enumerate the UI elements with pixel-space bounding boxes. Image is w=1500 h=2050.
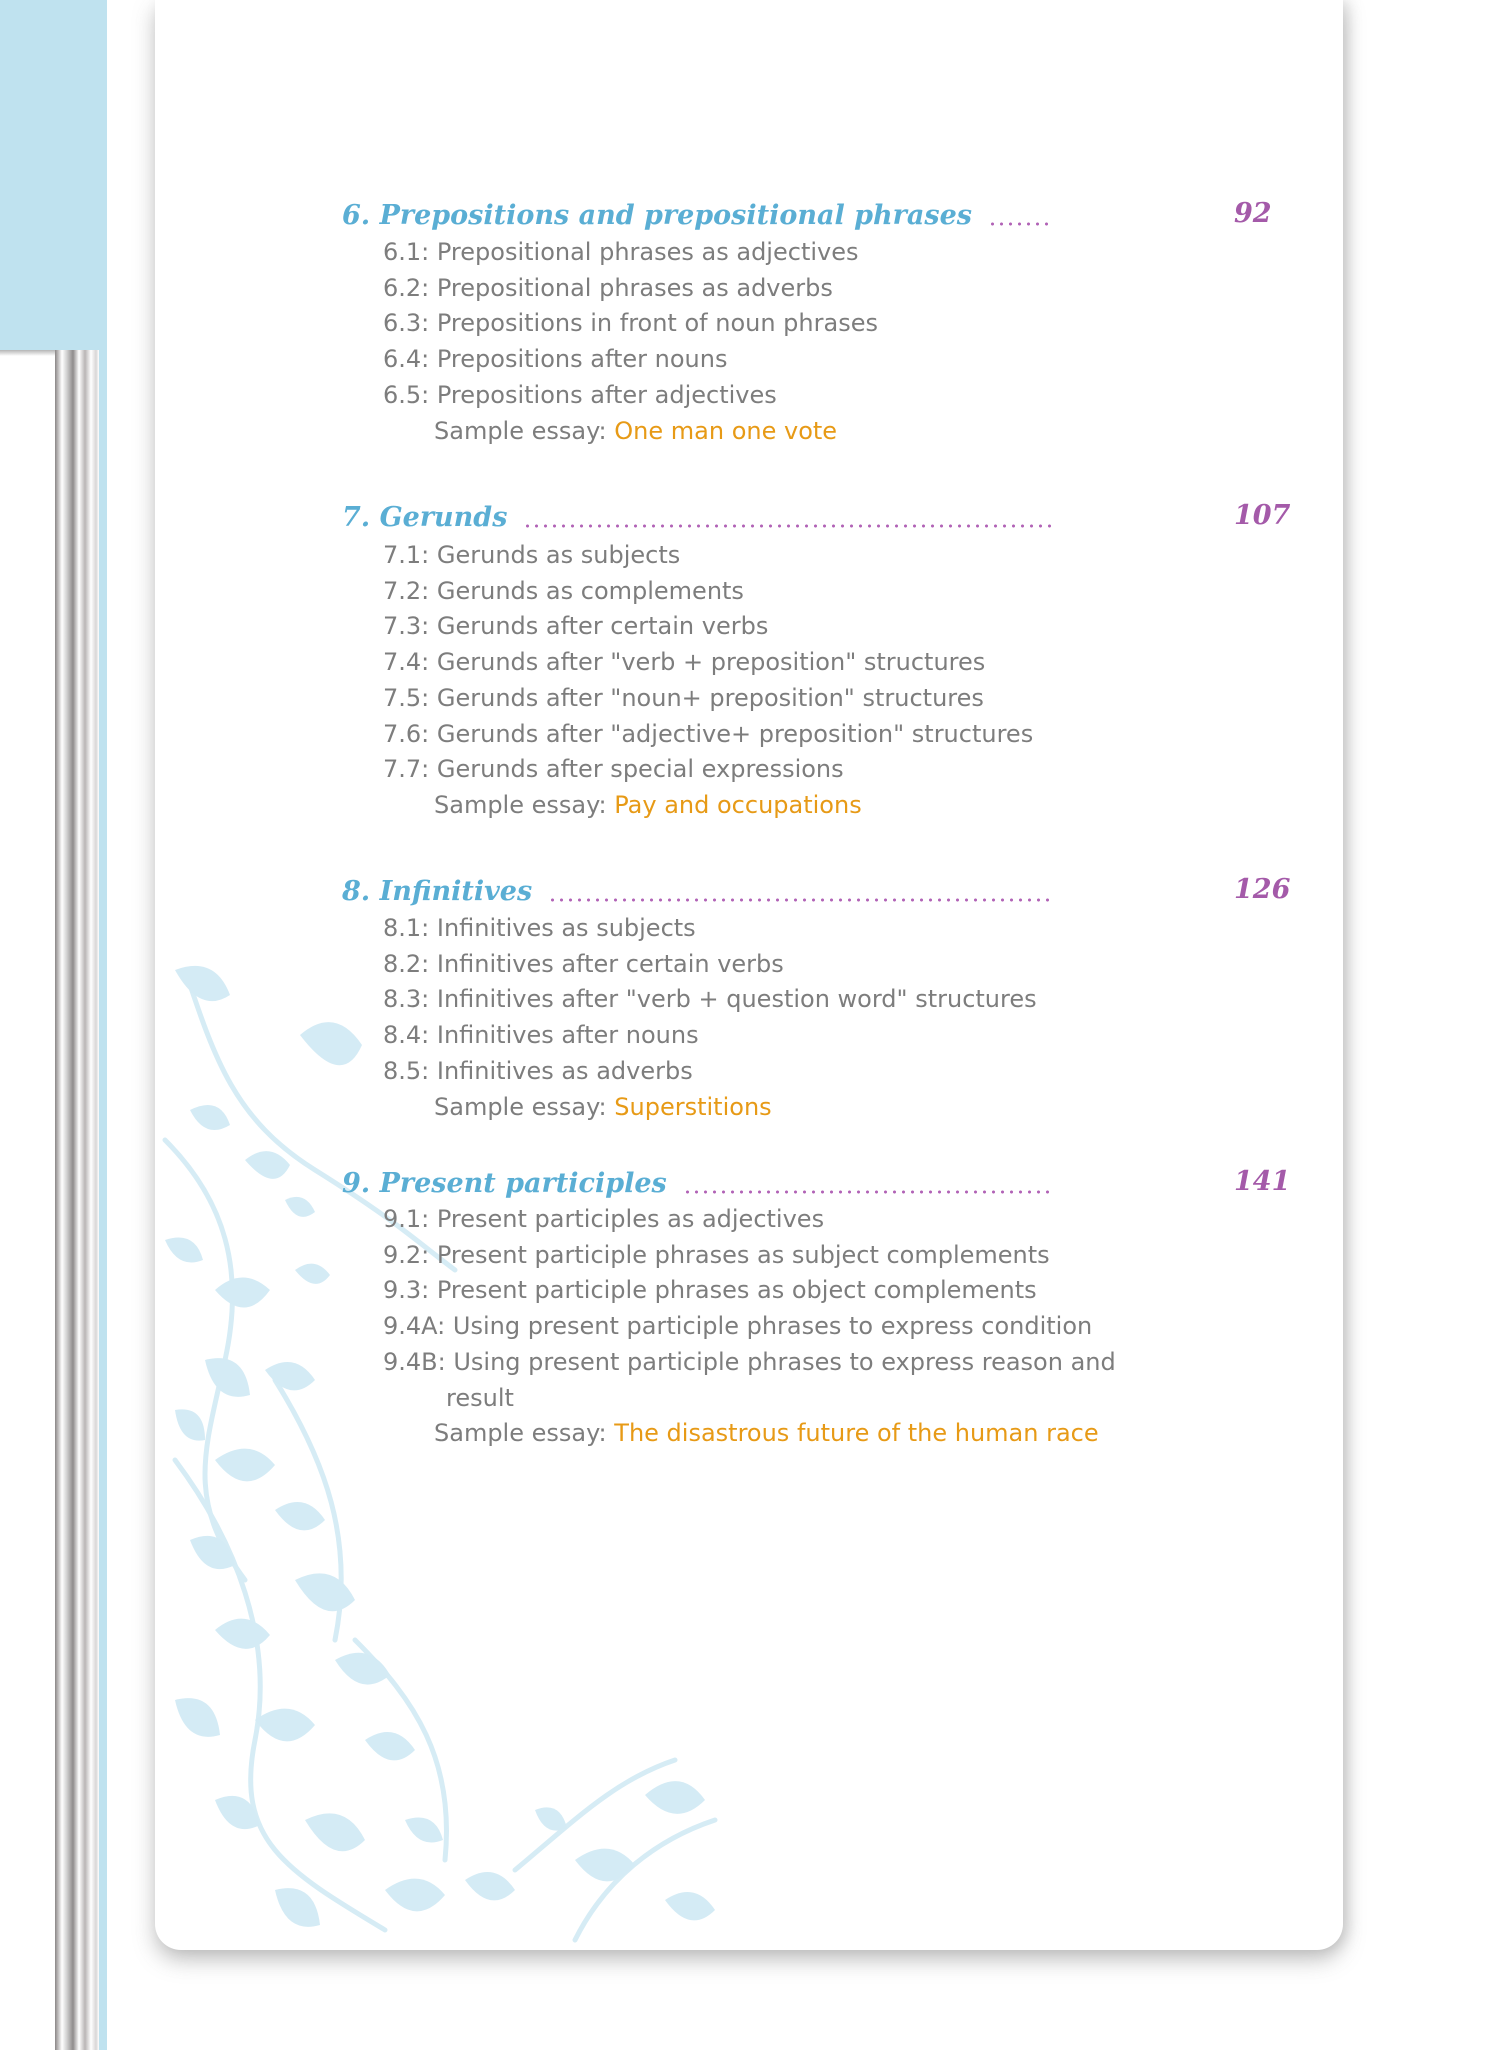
leader-dots [548, 898, 1053, 902]
toc-item[interactable]: 7.2: Gerunds as complements [383, 576, 744, 605]
chapter-heading[interactable] [342, 494, 1343, 538]
sample-essay-title[interactable]: Pay and occupations [614, 790, 862, 819]
toc-item[interactable]: 7.7: Gerunds after special expressions [383, 755, 844, 784]
sample-essay-line[interactable] [434, 788, 862, 822]
toc-item[interactable]: 8.2: Infinitives after certain verbs [383, 949, 784, 978]
chapter-title: 8. Infinitives [342, 876, 533, 907]
leader-dots [683, 1190, 1053, 1194]
toc-item[interactable]: 7.3: Gerunds after certain verbs [383, 612, 769, 641]
chapter-page-number: 141 [1234, 1166, 1291, 1197]
toc-item[interactable]: 9.1: Present participles as adjectives [383, 1205, 825, 1233]
sample-essay-label: Sample essay: [434, 416, 615, 445]
toc-item[interactable]: 6.4: Prepositions after nouns [383, 345, 728, 374]
table-of-contents [155, 0, 1343, 1950]
toc-item[interactable]: 7.1: Gerunds as subjects [383, 541, 681, 569]
toc-item[interactable]: 7.6: Gerunds after "adjective+ preposition" structures [383, 719, 1034, 748]
toc-item[interactable]: 9.3: Present participle phrases as object complements [383, 1276, 1037, 1305]
sample-essay-label: Sample essay: [434, 1092, 615, 1121]
chapter-title: 6. Prepositions and prepositional phrases [342, 200, 972, 231]
toc-item[interactable]: 8.4: Infinitives after nouns [383, 1021, 699, 1050]
toc-item[interactable]: 9.4B: Using present participle phrases to express reason and [383, 1347, 1116, 1376]
sample-essay-line[interactable] [434, 1416, 1099, 1450]
sample-essay-label: Sample essay: [434, 790, 615, 819]
chapter-heading[interactable] [342, 1160, 1343, 1204]
sample-essay-title[interactable]: The disastrous future of the human race [614, 1419, 1099, 1448]
sample-essay-line[interactable] [434, 1090, 772, 1124]
toc-item[interactable]: 8.5: Infinitives as adverbs [383, 1056, 693, 1085]
chapter-page-number: 126 [1234, 874, 1291, 905]
sample-essay-title[interactable]: Superstitions [614, 1092, 772, 1121]
chapter-page-number: 92 [1234, 198, 1272, 229]
binding-block [0, 0, 106, 350]
leader-dots [988, 222, 1053, 226]
toc-item[interactable]: 9.2: Present participle phrases as subject complements [383, 1240, 1050, 1269]
toc-item[interactable]: 7.5: Gerunds after "noun+ preposition" structures [383, 683, 984, 712]
chapter-page-number: 107 [1234, 500, 1291, 531]
chapter-title: 7. Gerunds [342, 502, 508, 533]
toc-item[interactable]: 6.5: Prepositions after adjectives [383, 380, 777, 409]
toc-item[interactable]: 9.4A: Using present participle phrases to express condition [383, 1312, 1093, 1341]
binding-edge [100, 0, 107, 350]
sample-essay-title[interactable]: One man one vote [614, 416, 838, 445]
toc-item-continuation[interactable]: result [446, 1383, 514, 1412]
toc-item[interactable]: 8.3: Infinitives after "verb + question word" structures [383, 985, 1037, 1014]
chapter-heading[interactable] [342, 868, 1343, 912]
chapter-title: 9. Present participles [342, 1168, 667, 1199]
binding-stripes [55, 350, 107, 2050]
sample-essay-line[interactable] [434, 414, 837, 448]
leader-dots [523, 524, 1053, 528]
toc-item[interactable]: 8.1: Infinitives as subjects [383, 914, 696, 942]
toc-item[interactable]: 6.3: Prepositions in front of noun phrases [383, 309, 878, 338]
sample-essay-label: Sample essay: [434, 1419, 615, 1448]
toc-page [155, 0, 1343, 1950]
toc-item[interactable]: 7.4: Gerunds after "verb + preposition" structures [383, 648, 986, 677]
chapter-heading[interactable] [342, 192, 1343, 236]
toc-item[interactable]: 6.1: Prepositional phrases as adjectives [383, 238, 859, 266]
toc-item[interactable]: 6.2: Prepositional phrases as adverbs [383, 273, 833, 302]
